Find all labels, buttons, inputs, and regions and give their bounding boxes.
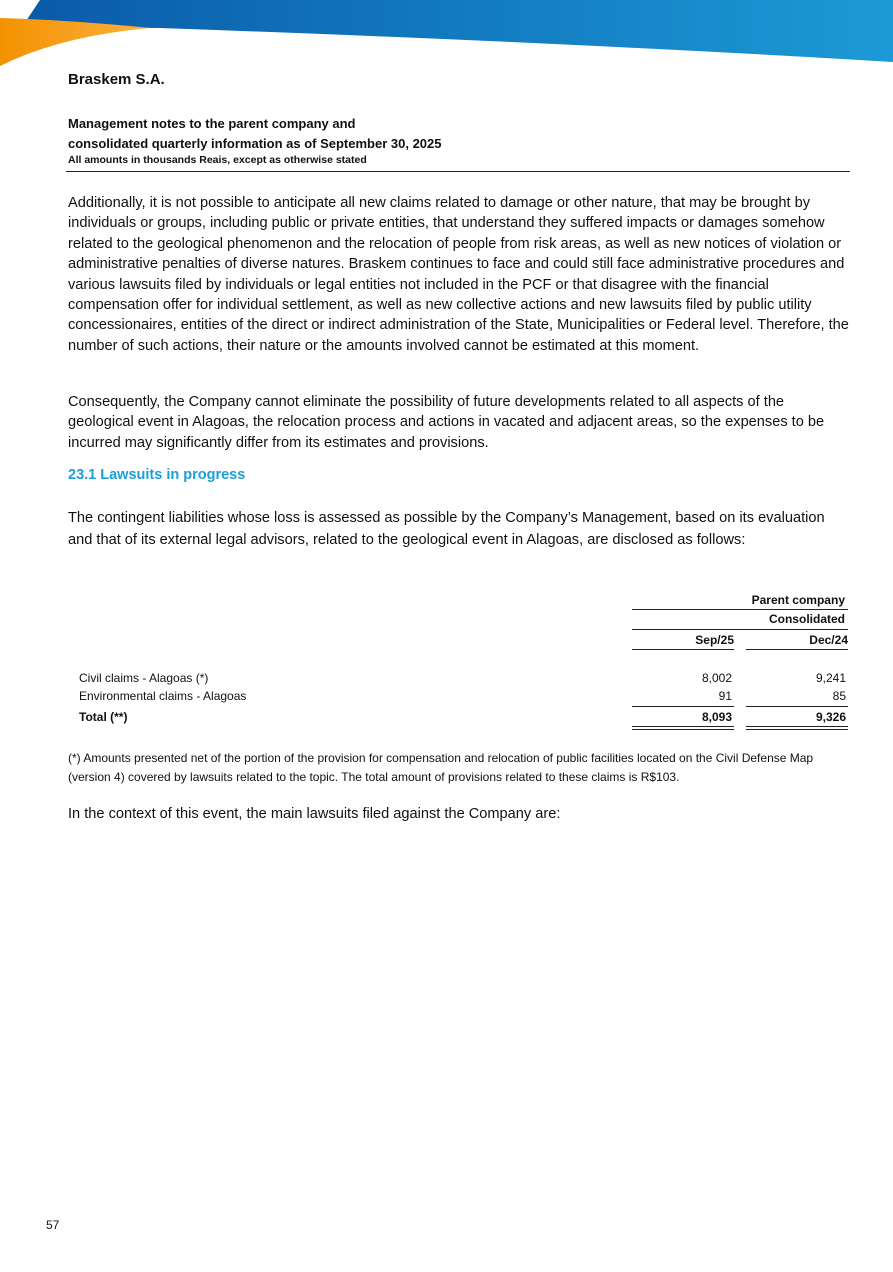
report-title-line1: Management notes to the parent company and <box>68 116 356 131</box>
company-name: Braskem S.A. <box>68 71 165 88</box>
table-rule <box>632 629 848 630</box>
table-sub-header: Consolidated <box>768 612 845 626</box>
table-rule <box>632 729 734 730</box>
table-rule <box>632 706 734 707</box>
banner-blue-shape <box>20 0 893 62</box>
cell-total-dec24: 9,326 <box>815 710 846 724</box>
cell-environmental-claims-sep25: 91 <box>718 689 732 703</box>
header-banner <box>0 0 893 80</box>
paragraph-claims-uncertainty: Additionally, it is not possible to anticipate all new claims related to damage or other nature, that may be brought by individuals or groups, including public or private entities, that understand they suffered impacts or damages somehow related to the geological phenomenon and the relocation of people from risk areas, as well as new notices of violation or administrative penalties of diverse natures. Braskem continues to face and could still face administrative procedures and various lawsuits filed by individuals or legal entities not included in the PCF or that disagree with the financial compensation offer for individual settlement, as well as new collective actions and new lawsuits filed by public utility concessionaires, entities of the direct or indirect administration of the State, Municipalities or Federal level. Therefore, the number of such actions, their nature or the amounts involved cannot be estimated at this moment. <box>68 195 849 354</box>
cell-civil-claims-dec24: 9,241 <box>815 671 846 685</box>
table-rule <box>632 609 848 610</box>
header-divider <box>66 171 850 172</box>
row-label-civil-claims: Civil claims - Alagoas (*) <box>79 671 209 685</box>
cell-total-sep25: 8,093 <box>701 710 732 724</box>
table-rule <box>746 729 848 730</box>
paragraph-contingent-liabilities: The contingent liabilities whose loss is assessed as possible by the Company’s Management, based on its evaluation and that of its external legal advisors, related to the geological event in Alagoas, are disclosed as follows: <box>68 510 825 548</box>
table-rule <box>632 649 734 650</box>
row-label-total: Total (**) <box>79 710 128 724</box>
table-rule <box>632 726 734 727</box>
table-rule <box>746 726 848 727</box>
table-group-header: Parent company <box>751 593 845 607</box>
report-subtitle: All amounts in thousands Reais, except as otherwise stated <box>68 154 367 166</box>
row-label-environmental-claims: Environmental claims - Alagoas <box>79 689 247 703</box>
paragraph-main-lawsuits: In the context of this event, the main lawsuits filed against the Company are: <box>68 806 561 822</box>
column-header-sep25: Sep/25 <box>695 633 734 647</box>
paragraph-future-developments: Consequently, the Company cannot eliminate the possibility of future developments related to all aspects of the geological event in Alagoas, the relocation process and actions in vacated and adjacent areas, so the expenses to be incurred may significantly differ from its estimates and provisions. <box>68 394 825 451</box>
table-rule <box>746 649 848 650</box>
cell-civil-claims-sep25: 8,002 <box>701 671 732 685</box>
section-title-lawsuits: 23.1 Lawsuits in progress <box>68 467 246 483</box>
column-header-dec24: Dec/24 <box>809 633 848 647</box>
contingent-liabilities-table <box>0 590 893 740</box>
page-number: 57 <box>46 1218 60 1232</box>
table-footnote: (*) Amounts presented net of the portion of the provision for compensation and relocation of public facilities located on the Civil Defense Map (version 4) covered by lawsuits related to the topic. The total amount of provisions related to these claims is R$103. <box>68 751 814 784</box>
cell-environmental-claims-dec24: 85 <box>832 689 846 703</box>
report-title-line2: consolidated quarterly information as of September 30, 2025 <box>68 136 442 151</box>
table-rule <box>746 706 848 707</box>
